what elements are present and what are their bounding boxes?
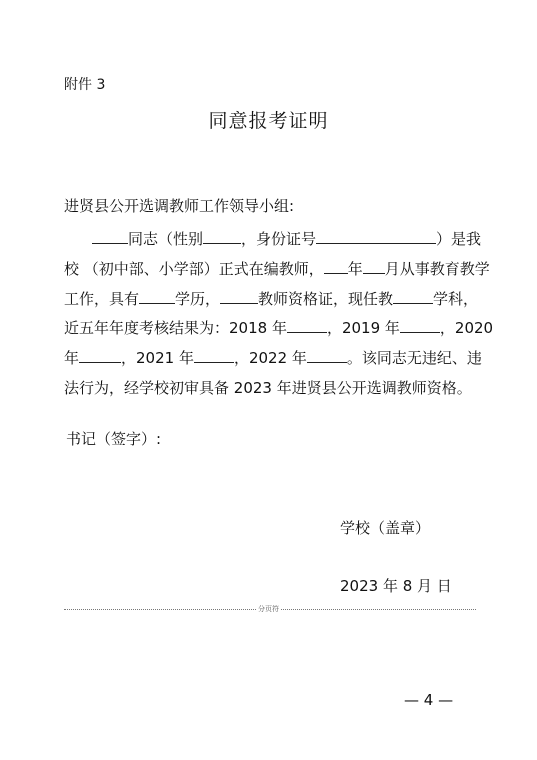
body-text: 学科，	[433, 290, 479, 308]
document-date: 2023 年 8 月 日	[340, 577, 452, 595]
body-text: ）是我	[436, 230, 482, 248]
body-text: 工作，具有	[64, 290, 140, 308]
body-text: 年	[347, 260, 363, 278]
body-text: 。该同志无违纪、违	[346, 349, 482, 367]
body-text: ，2020	[439, 319, 494, 337]
body-text: 年	[64, 349, 80, 367]
body-line-6: 法行为，经学校初审具备 2023 年进贤县公开选调教师资格。	[64, 379, 472, 397]
name-blank	[92, 229, 128, 244]
body-text: 月从事教育教学	[384, 260, 490, 278]
body-line-2	[64, 259, 490, 279]
subject-blank	[393, 289, 433, 304]
id-number-blank	[316, 229, 436, 244]
body-text: ，2019 年	[326, 319, 400, 337]
school-seal: 学校（盖章）	[340, 519, 431, 537]
page-break-label	[0, 604, 537, 614]
result-2019-blank	[400, 318, 440, 333]
page-break-text: 分页符	[258, 605, 279, 613]
body-text: 教师资格证，现任教	[258, 290, 394, 308]
body-line-3	[64, 289, 478, 309]
document-title: 同意报考证明	[208, 110, 329, 132]
year-blank	[324, 259, 348, 274]
page-number: — 4 —	[404, 691, 454, 709]
body-line-4	[64, 318, 493, 338]
education-blank	[139, 289, 175, 304]
body-text: ，身份证号	[241, 230, 317, 248]
secretary-signature: 书记（签字）:	[66, 430, 162, 448]
body-text: 近五年年度考核结果为：2018 年	[64, 319, 287, 337]
body-text: 学历，	[175, 290, 221, 308]
result-2021-blank	[194, 348, 234, 363]
body-text: ，2021 年	[121, 349, 194, 367]
body-text: ，2022 年	[233, 349, 307, 367]
month-blank	[363, 259, 385, 274]
result-2018-blank	[287, 318, 327, 333]
body-text: 校 （初中部、小学部）正式在编教师，	[64, 260, 324, 278]
body-line-5	[64, 348, 482, 368]
result-2022-blank	[307, 348, 347, 363]
certificate-blank	[220, 289, 258, 304]
body-text: 同志（性别	[128, 230, 204, 248]
gender-blank	[203, 229, 241, 244]
attachment-label: 附件 3	[64, 77, 106, 93]
body-line-1	[92, 229, 481, 249]
salutation: 进贤县公开选调教师工作领导小组:	[64, 197, 295, 215]
result-2020-blank	[79, 348, 121, 363]
